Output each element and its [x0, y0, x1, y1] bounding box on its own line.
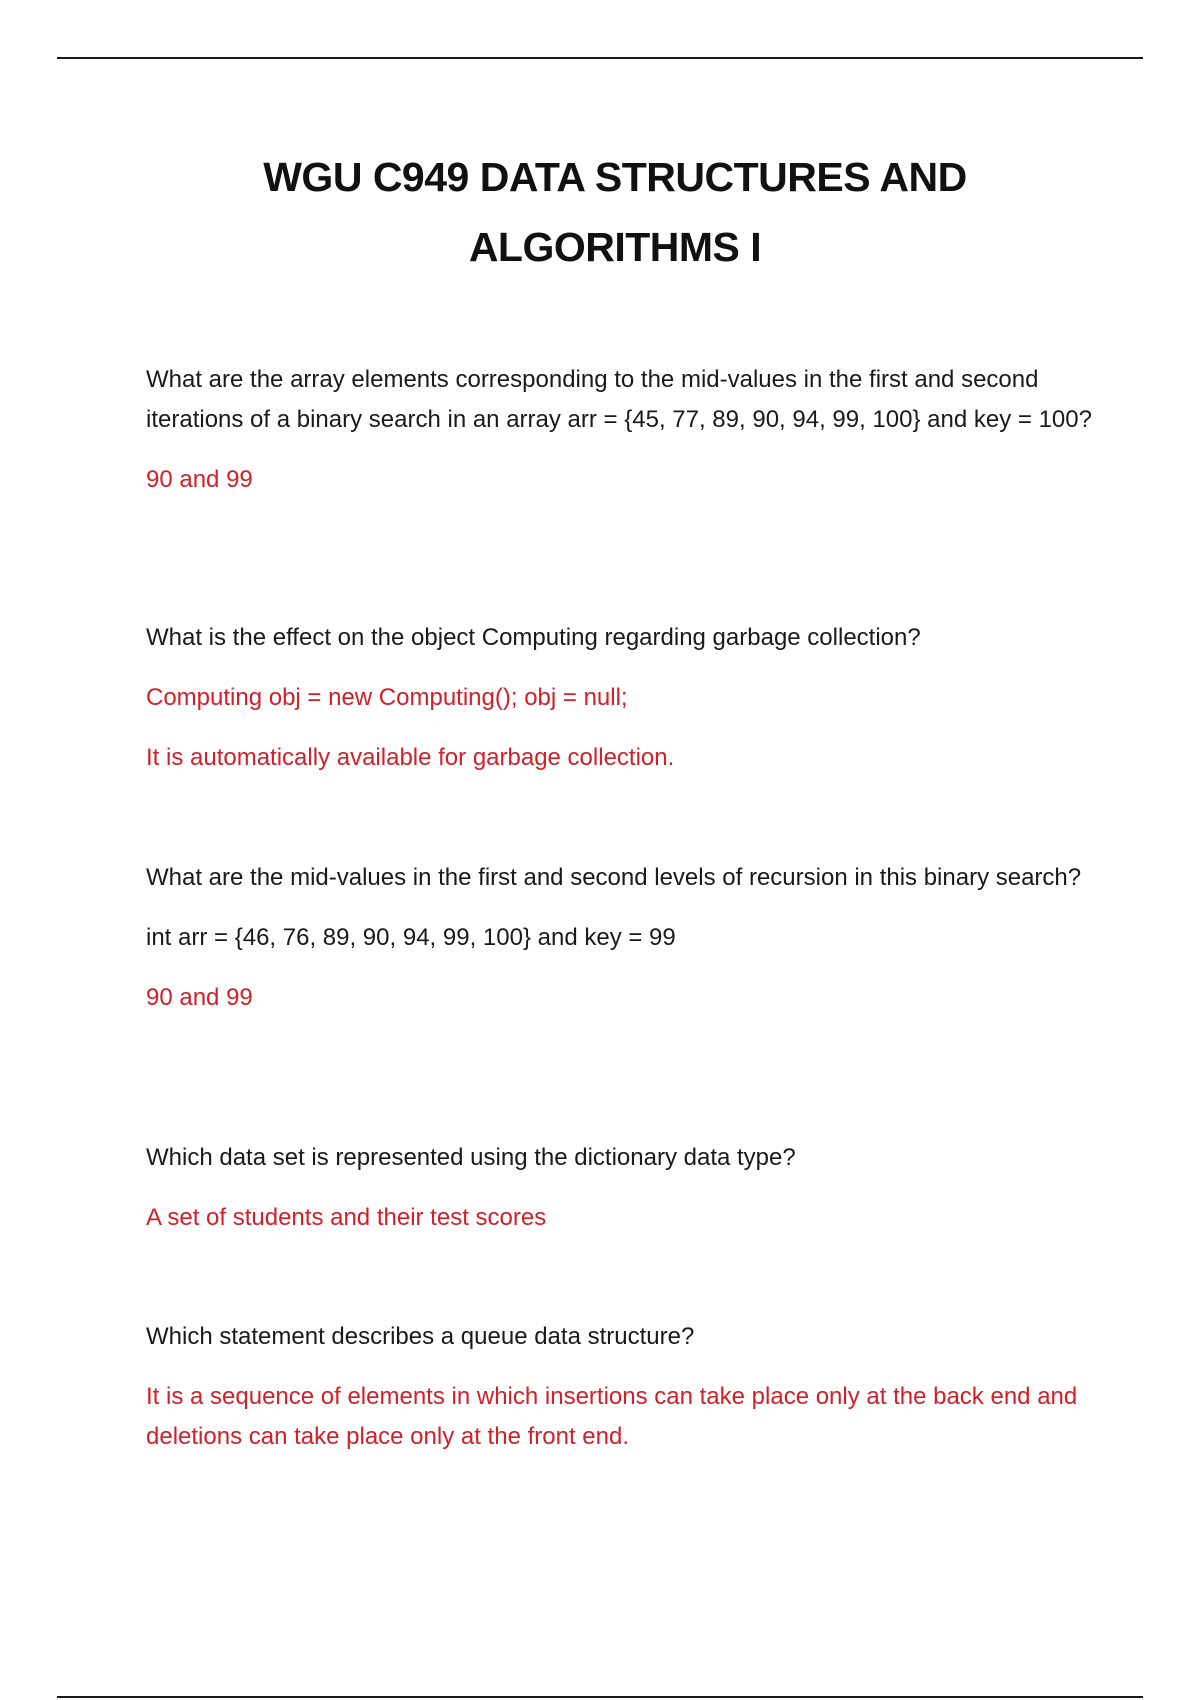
question-4: Which data set is represented using the dictionary data type? [146, 1144, 796, 1171]
question-3: What are the mid-values in the first and second levels of recursion in this binary search? [146, 864, 1082, 891]
answer-1: 90 and 99 [146, 466, 253, 493]
title-line-2: ALGORITHMS I [468, 224, 762, 270]
title-line-1: WGU C949 DATA STRUCTURES AND [263, 154, 967, 200]
qa-item-1 [146, 360, 1096, 500]
question-2: What is the effect on the object Computing regarding garbage collection? [146, 624, 921, 651]
top-rule [57, 57, 1143, 59]
answer-4: A set of students and their test scores [146, 1204, 547, 1231]
answer-2: It is automatically available for garbage collection. [146, 744, 675, 771]
bottom-rule [57, 1696, 1143, 1698]
question-5: Which statement describes a queue data structure? [146, 1323, 695, 1350]
qa-item-3 [146, 858, 1096, 1018]
document-title [0, 142, 1200, 282]
answer-2-code: Computing obj = new Computing(); obj = null; [146, 684, 628, 711]
answer-5: It is a sequence of elements in which insertions can take place only at the back end and deletions can take place only at the front end. [146, 1383, 1078, 1450]
qa-item-4 [146, 1138, 1096, 1238]
question-3-code: int arr = {46, 76, 89, 90, 94, 99, 100} and key = 99 [146, 924, 676, 951]
answer-3: 90 and 99 [146, 984, 253, 1011]
question-1: What are the array elements corresponding to the mid-values in the first and second iterations of a binary search in an array arr = {45, 77, 89, 90, 94, 99, 100} and key = 100? [146, 366, 1092, 433]
qa-item-2 [146, 618, 1096, 778]
qa-item-5 [146, 1317, 1096, 1457]
